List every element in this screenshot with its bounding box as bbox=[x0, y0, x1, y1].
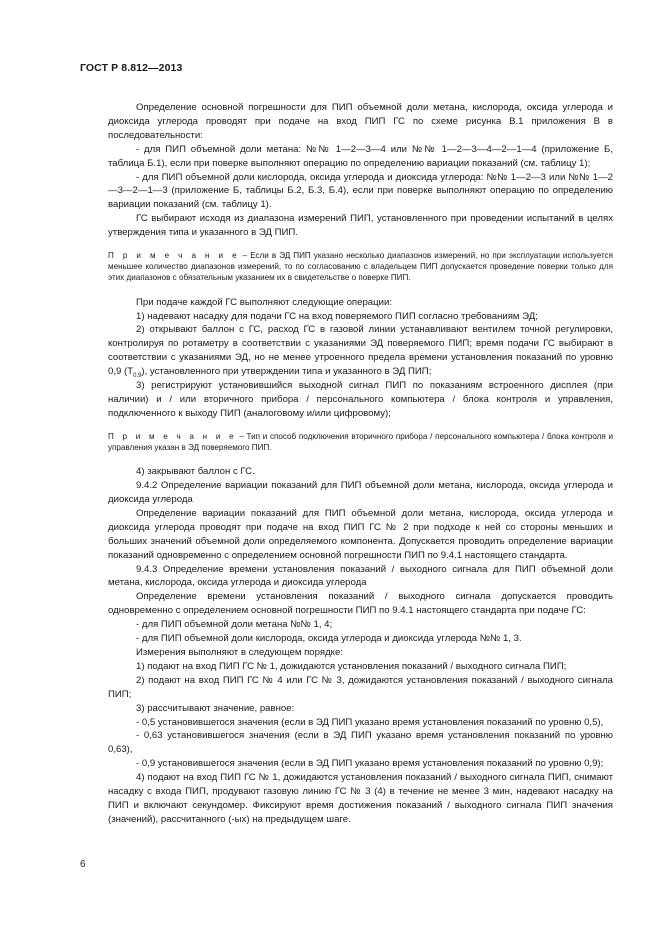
list-item: - 0,63 установившегося значения (если в ЭД ПИП указано время установления показаний по уровню 0,63), bbox=[108, 730, 613, 756]
list-item-text: 2) открывают баллон с ГС, расход ГС в газовой линии устанавливают вентилем точной регулировки, контролируя по ротаметру в соответствии с указаниями ЭД поверяемого ПИП; время подачи ГС выбирают в соответствии с указаниями ЭД, но не менее утроенного предела времени установления показаний по уровню 0,9 (Т bbox=[108, 324, 613, 378]
note-text: – Если в ЭД ПИП указано несколько диапазонов измерений, но при эксплуатации используется меньшее количество диапазонов измерений, то по согласованию с владельцем ПИП допускается проведение поверки только для этих диапазонов с обязательным указанием их в свидетельстве о поверке ПИП. bbox=[108, 251, 613, 283]
section-heading: 9.4.3 Определение времени установления показаний / выходного сигнала для ПИП объемной доли метана, кислорода, оксида углерода и диоксида углерода bbox=[108, 563, 613, 589]
document-header: ГОСТ Р 8.812—2013 bbox=[80, 62, 183, 74]
list-item: - 0,9 установившегося значения (если в ЭД ПИП указано время установления показаний по уровню 0,9); bbox=[136, 758, 604, 770]
page-number: 6 bbox=[80, 859, 86, 870]
list-item bbox=[108, 323, 613, 379]
subscript: 0,9 bbox=[133, 373, 142, 380]
list-item: - 0,5 установившегося значения (если в ЭД ПИП указано время установления показаний по уровню 0,5), bbox=[136, 716, 604, 728]
list-item: 1) надевают насадку для подачи ГС на вход поверяемого ПИП согласно требованиям ЭД; bbox=[136, 310, 538, 322]
list-item: - для ПИП объемной доли кислорода, оксида углерода и диоксида углерода №№ 1, 3. bbox=[136, 633, 522, 645]
document-body bbox=[108, 101, 613, 827]
note bbox=[108, 431, 613, 453]
note-text: – Тип и способ подключения вторичного прибора / персонального компьютера / блока контроля и управления указан в ЭД поверяемого ПИП. bbox=[108, 431, 613, 453]
section-heading: 9.4.2 Определение вариации показаний для ПИП объемной доли метана, кислорода, оксида углерода и диоксида углерода bbox=[108, 480, 613, 506]
list-item: 2) подают на вход ПИП ГС № 4 или ГС № 3, дожидаются установления показаний / выходного сигнала ПИП; bbox=[108, 674, 613, 700]
paragraph: Определение вариации показаний для ПИП объемной доли метана, кислорода, оксида углерода и диоксида углерода проводят при подаче на вход ПИП ГС № 2 при подходе к ней со стороны меньших и больших значений объемной доли определяемого компонента. Допускается проводить определение вариации показаний одновременно с определением основной погрешности ПИП по 9.4.1 настоящего стандарта. bbox=[108, 507, 613, 561]
paragraph: ГС выбирают исходя из диапазона измерений ПИП, установленного при проведении испытаний в целях утверждения типа и указанного в ЭД ПИП. bbox=[108, 213, 613, 239]
paragraph: Определение основной погрешности для ПИП объемной доли метана, кислорода, оксида углерода и диоксида углерода проводят при подаче на вход ПИП ГС по схеме рисунка В.1 приложения В в последовательности: bbox=[108, 102, 613, 141]
list-item: - для ПИП объемной доли метана №№ 1, 4; bbox=[136, 619, 333, 631]
list-item: - для ПИП объемной доли кислорода, оксида углерода и диоксида углерода: №№ 1—2—3 или №№ 1—2—3—2—1—3 (приложение Б, таблицы Б.2, Б.3, Б.4), если при поверке выполняют операцию по определению вариации показаний (см. таблицу 1). bbox=[108, 171, 613, 211]
list-item: - для ПИП объемной доли метана: №№ 1—2—3—4 или №№ 1—2—3—4—2—1—4 (приложение Б, таблица Б.1), если при поверке выполняют операцию по определению вариации показаний (см. таблицу 1); bbox=[108, 143, 613, 169]
paragraph: Измерения выполняют в следующем порядке: bbox=[136, 647, 343, 659]
paragraph: При подаче каждой ГС выполняют следующие операции: bbox=[136, 296, 392, 308]
list-item: 3) рассчитывают значение, равное: bbox=[136, 702, 295, 714]
list-item: 1) подают на вход ПИП ГС № 1, дожидаются установления показаний / выходного сигнала ПИП; bbox=[136, 660, 567, 672]
list-item: 3) регистрируют установившийся выходной сигнал ПИП по показаниям встроенного дисплея (при наличии) и / или вторичного прибора / персонального компьютера / блока контроля и управления, подключенного к выходу ПИП (аналоговому и/или цифровому); bbox=[108, 380, 613, 419]
paragraph: Определение времени установления показаний / выходного сигнала допускается проводить одновременно с определением основной погрешности ПИП по 9.4.1 настоящего стандарта при подаче ГС: bbox=[108, 591, 613, 617]
list-item: 4) подают на вход ПИП ГС № 1, дожидаются установления показаний / выходного сигнала ПИП, снимают насадку с входа ПИП, продувают газовую линию ГС № 3 (4) в течение не менее 3 мин, надевают насадку на ПИП и включают секундомер. Фиксируют время достижения показаний / выходного сигнала ПИП значения (значений), рассчитанного (-ых) на предыдущем шаге. bbox=[108, 772, 613, 825]
note bbox=[108, 250, 613, 284]
list-item-text: ), установленного при утверждении типа и указанного в ЭД ПИП; bbox=[141, 366, 432, 378]
note-label: П р и м е ч а н и е bbox=[108, 251, 240, 261]
note-label: П р и м е ч а н и е bbox=[108, 431, 237, 441]
list-item: 4) закрывают баллон с ГС. bbox=[136, 466, 255, 478]
